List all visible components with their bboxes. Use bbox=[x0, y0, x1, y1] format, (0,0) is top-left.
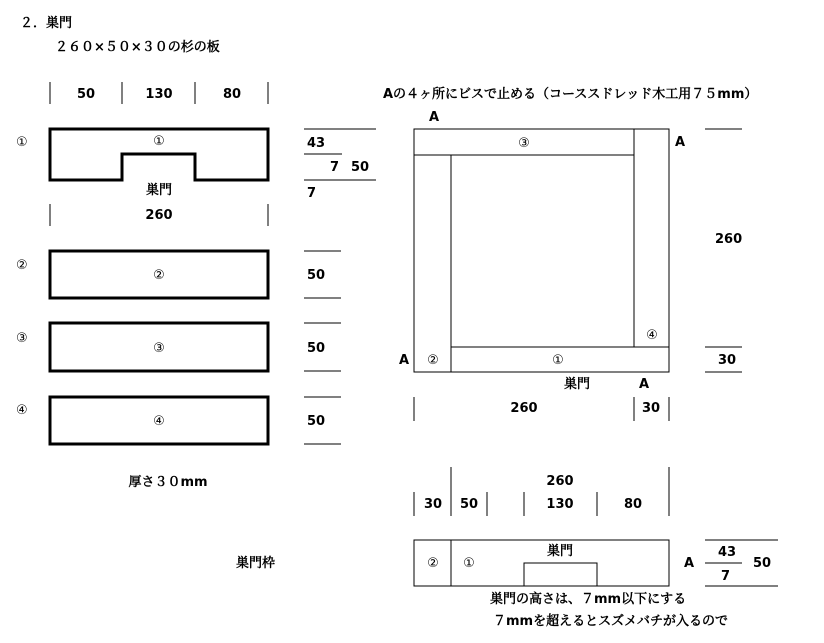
assembly-frame bbox=[414, 129, 669, 372]
assembly-part-3: ③ bbox=[518, 136, 530, 151]
part-1-entrance-label: 巣門 bbox=[145, 183, 173, 198]
part-3-marker: ③ bbox=[16, 331, 28, 346]
part-2-label: ② bbox=[153, 268, 165, 283]
frame-title: 巣門枠 bbox=[236, 556, 276, 571]
dim-50: 50 bbox=[76, 87, 96, 102]
assembly-bottom-dim bbox=[414, 397, 669, 421]
part-4-dim: 50 bbox=[307, 414, 326, 429]
frame-dim-43: 43 bbox=[718, 545, 737, 560]
dim-130: 130 bbox=[145, 87, 173, 102]
part-1-label: ① bbox=[153, 134, 165, 149]
part-3-label: ③ bbox=[153, 341, 165, 356]
part-3-dim: 50 bbox=[307, 341, 326, 356]
frame-note-1: 巣門の高さは、７mm以下にする bbox=[490, 592, 687, 607]
part-1-marker: ① bbox=[16, 135, 28, 150]
assembly-height-dim bbox=[705, 129, 742, 372]
frame-dim-130: 130 bbox=[546, 497, 574, 512]
assembly-dim-260-h: 260 bbox=[510, 401, 538, 416]
dim-260-left: 260 bbox=[145, 208, 173, 223]
part-4-label: ④ bbox=[153, 414, 165, 429]
frame-part-1: ① bbox=[463, 556, 475, 571]
screw-note: Aの４ヶ所にビスで止める（コーススドレッド木工用７５mm） bbox=[383, 87, 758, 102]
part-2-dim: 50 bbox=[307, 268, 326, 283]
section-title: ２．巣門 bbox=[20, 16, 73, 31]
material-spec: ２６０×５０×３０の杉の板 bbox=[55, 40, 220, 55]
frame-dim-7: 7 bbox=[721, 569, 731, 584]
dim-50-part1: 50 bbox=[351, 160, 370, 175]
corner-a-bottom-left: A bbox=[399, 353, 410, 368]
frame-dim-50: 50 bbox=[459, 497, 479, 512]
frame-note-2: ７mmを超えるとスズメバチが入るので bbox=[493, 614, 728, 629]
part-4-marker: ④ bbox=[16, 403, 28, 418]
corner-a-top-left: A bbox=[429, 110, 440, 125]
frame-entrance-label: 巣門 bbox=[546, 544, 574, 559]
dim-7-a: 7 bbox=[330, 160, 340, 175]
assembly-dim-30-h: 30 bbox=[641, 401, 661, 416]
assembly-dim-260-v: 260 bbox=[715, 232, 743, 247]
thickness-note: 厚さ３０mm bbox=[128, 475, 208, 490]
assembly-dim-30-v: 30 bbox=[718, 353, 737, 368]
dim-7-b: 7 bbox=[307, 186, 317, 201]
frame-dim-30: 30 bbox=[423, 497, 443, 512]
frame-dim-80: 80 bbox=[623, 497, 643, 512]
frame-corner-a: A bbox=[684, 556, 695, 571]
dim-43: 43 bbox=[307, 136, 326, 151]
assembly-part-4: ④ bbox=[646, 328, 658, 343]
corner-a-top-right: A bbox=[675, 135, 686, 150]
assembly-entrance-label: 巣門 bbox=[563, 377, 591, 392]
frame-drawing bbox=[414, 540, 669, 586]
part-2-marker: ② bbox=[16, 258, 28, 273]
frame-dim-260: 260 bbox=[546, 474, 574, 489]
corner-a-bottom-right: A bbox=[639, 377, 650, 392]
dim-80: 80 bbox=[222, 87, 242, 102]
frame-part-2: ② bbox=[427, 556, 439, 571]
assembly-part-1: ① bbox=[552, 353, 564, 368]
assembly-part-2: ② bbox=[427, 353, 439, 368]
frame-dim-50-side: 50 bbox=[753, 556, 772, 571]
